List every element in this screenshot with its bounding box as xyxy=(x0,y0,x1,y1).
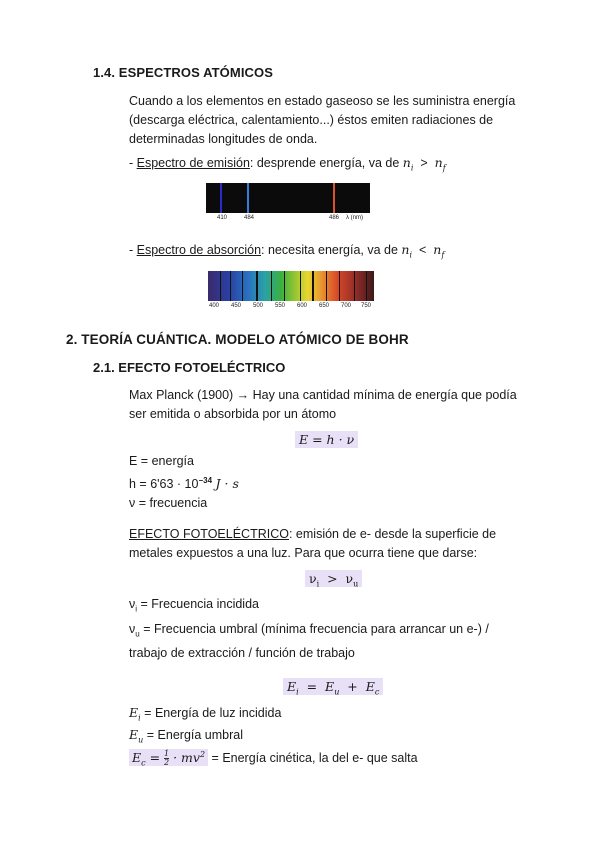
formula-energy-balance: $E_i = E_u + E_c$ xyxy=(283,679,383,697)
formula-condition: $\nu_i > \nu_u$ xyxy=(305,571,362,589)
def-planck-constant: $h = 6'63 \cdot 10^{-34}$ J · s xyxy=(129,476,239,492)
formula-definitions xyxy=(129,452,239,513)
def-frequency: ν = frecuencia xyxy=(129,496,208,511)
absorption-spectrum-line: - Espectro de absorción: necesita energía, va de $n_i < n_f$ xyxy=(129,242,445,260)
def-nu-u: $\nu_u$ = Frecuencia umbral (mínima frecuencia para arrancar un e-) / trabajo de extracción / función de trabajo xyxy=(129,622,489,660)
formula-energy: E = h · ν xyxy=(295,432,358,447)
def-E-u: $E_u$ = Energía umbral xyxy=(129,727,243,745)
emission-term: Espectro de emisión xyxy=(136,156,250,170)
emission-spectrum-line: - Espectro de emisión: desprende energía, va de $n_i > n_f$ xyxy=(129,155,446,173)
emission-spectrum-image xyxy=(206,183,370,213)
def-E-c: $E_c$ = $\frac{1}{2}$ · $mv^2$ = Energía cinética, la del e- que salta xyxy=(129,750,418,768)
def-nu-i: $\nu_i$ = Frecuencia incidida xyxy=(129,597,259,614)
intro-paragraph: Cuando a los elementos en estado gaseoso se les suministra energía (descarga eléctrica, calentamiento...) éstos emiten radiaciones de determinadas longitudes de onda. xyxy=(129,94,516,146)
absorption-term: Espectro de absorción xyxy=(136,243,262,257)
emission-tick-labels: 410 484 486 λ (nm) xyxy=(217,215,363,221)
section-heading-1-4: 1.4. ESPECTROS ATÓMICOS xyxy=(93,65,273,80)
photoelectric-term: EFECTO FOTOELÉCTRICO xyxy=(129,527,289,541)
absorption-spectrum-image xyxy=(208,271,374,301)
section-heading-2-1: 2.1. EFECTO FOTOELÉCTRICO xyxy=(93,360,286,375)
photoelectric-paragraph: EFECTO FOTOELÉCTRICO: emisión de e- desde la superficie de metales expuestos a una luz. Para que ocurra tiene que darse: xyxy=(129,527,497,560)
def-energy: E = energía xyxy=(129,454,194,468)
absorption-tick-labels: 400 450 500 550 600 650 700 750 xyxy=(209,303,372,309)
section-heading-2: 2. TEORÍA CUÁNTICA. MODELO ATÓMICO DE BOHR xyxy=(66,332,409,347)
def-E-i: $E_i$ = Energía de luz incidida xyxy=(129,705,282,723)
planck-paragraph: Max Planck (1900) → Hay una cantidad mínima de energía que podía ser emitida o absorbida por un átomo xyxy=(129,388,517,421)
